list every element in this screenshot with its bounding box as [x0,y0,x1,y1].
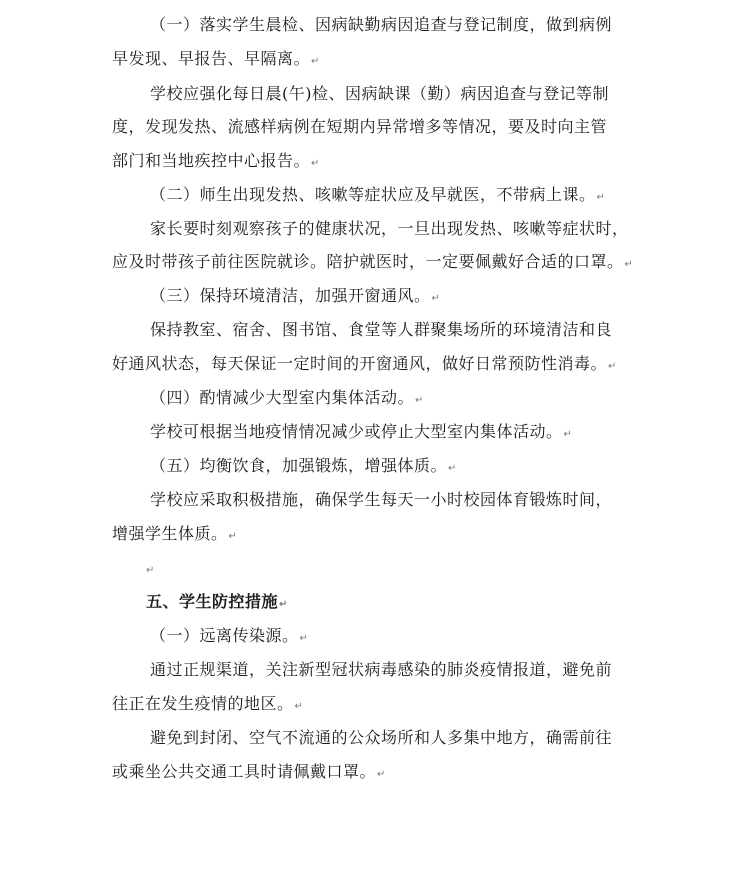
line-text: 或乘坐公共交通工具时请佩戴口罩。 [112,762,377,781]
paragraph-mark: ↵ [228,531,238,542]
text-line [112,762,386,785]
line-text: （四）酌情减少大型室内集体活动。 [150,388,415,407]
text-line [150,286,440,309]
text-line [112,694,303,717]
paragraph-mark: ↵ [596,192,606,203]
text-line [150,626,308,649]
line-text: 学校应采取积极措施，确保学生每天一小时校园体育锻炼时间， [150,490,613,509]
line-text: 早发现、早报告、早隔离。 [112,49,311,68]
text-line [150,185,605,208]
line-text: 应及时带孩子前往医院就诊。陪护就医时，一定要佩戴好合适的口罩。 [112,252,624,271]
line-text: 避免到封闭、空气不流通的公众场所和人多集中地方，确需前往 [150,728,613,747]
text-line [150,422,572,445]
paragraph-mark: ↵ [415,395,424,406]
paragraph-mark: ↵ [279,599,288,610]
line-text: 学校可根据当地疫情情况减少或停止大型室内集体活动。 [150,422,563,441]
line-text: 好通风状态，每天保证一定时间的开窗通风，做好日常预防性消毒。 [112,354,608,373]
text-line [150,388,424,411]
line-text: （五）均衡饮食，加强锻炼，增强体质。 [150,456,448,475]
paragraph-mark: ↵ [563,429,573,440]
paragraph-mark: ↵ [608,361,617,372]
text-line [112,524,237,547]
text-line [150,728,612,748]
line-text: （一）远离传染源。 [150,626,299,645]
line-text: 度，发现发热、流感样病例在短期内异常增多等情况，要及时向主管 [112,117,608,136]
text-line [150,15,612,35]
text-line [150,219,629,239]
text-line [112,117,607,137]
paragraph-mark: ↵ [448,463,457,474]
text-line [150,456,457,479]
line-text: （一）落实学生晨检、因病缺勤病因追查与登记制度，做到病例 [150,15,613,34]
text-line [150,84,609,104]
text-line [112,354,617,377]
text-line [150,320,612,340]
text-line [112,252,633,275]
line-text: 家长要时刻观察孩子的健康状况，一旦出现发热、咳嗽等症状时， [150,219,629,238]
paragraph-mark: ↵ [431,293,441,304]
text-line [150,490,612,510]
empty-line [146,558,155,581]
paragraph-mark: ↵ [377,769,386,780]
line-text: 部门和当地疾控中心报告。 [112,151,311,170]
line-text: 通过正规渠道，关注新型冠状病毒感染的肺炎疫情报道，避免前 [150,660,613,679]
paragraph-mark: ↵ [294,701,304,712]
text-line [112,151,320,174]
paragraph-mark: ↵ [624,259,634,270]
line-text: 保持教室、宿舍、图书馆、食堂等人群聚集场所的环境清洁和良 [150,320,613,339]
paragraph-mark: ↵ [299,633,309,644]
text-line [150,660,612,680]
line-text: （三）保持环境清洁，加强开窗通风。 [150,286,431,305]
line-text: 学校应强化每日晨(午)检、因病缺课（勤）病因追查与登记等制 [150,84,609,103]
text-line [112,49,320,72]
paragraph-mark: ↵ [311,158,320,169]
line-text: 五、学生防控措施 [146,592,279,611]
line-text: （二）师生出现发热、咳嗽等症状应及早就医，不带病上课。 [150,185,596,204]
section-heading [146,592,288,615]
line-text: 增强学生体质。 [112,524,228,543]
paragraph-mark: ↵ [311,56,320,67]
line-text: 往正在发生疫情的地区。 [112,694,294,713]
paragraph-mark: ↵ [146,565,155,576]
